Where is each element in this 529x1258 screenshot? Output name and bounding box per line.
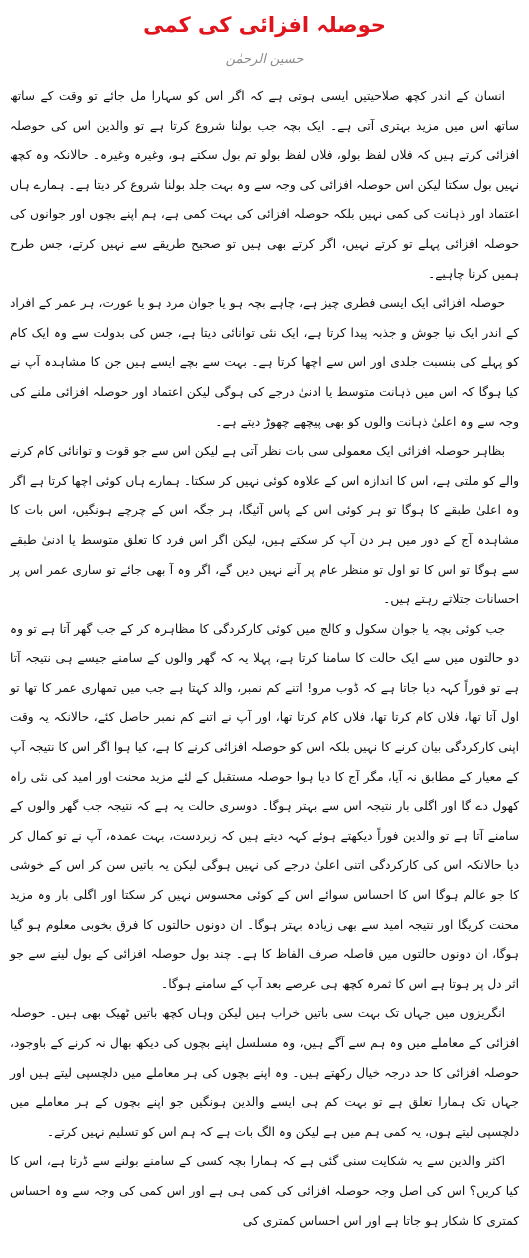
paragraph-6: اکثر والدین سے یہ شکایت سنی گئی ہے کہ ہمارا بچہ کسی کے سامنے بولنے سے ڈرتا ہے، اس کا کیا کریں؟ اس کی اصل وجہ حوصلہ افزائی کی کمی ہی ہے اور اس کمی کی وجہ سے وہ احساس کمتری کا شکار ہو جاتا ہے اور اس احساس کمتری کی (10, 1154, 519, 1228)
paragraph-4: جب کوئی بچہ یا جوان سکول و کالج میں کوئی کارکردگی کا مظاہرہ کر کے جب گھر آتا ہے تو وہ دو حالتوں میں سے ایک حالت کا سامنا کرتا ہے، پہلا یہ کہ گھر والوں کے سامنے جیسے ہی نتیجہ آتا ہے تو فوراً کہہ دیا جاتا ہے کہ ڈوب مرو! اتنے کم نمبر، والد کہتا ہے جب میں تمھاری عمر کا تھا تو اول آتا تھا، فلاں کام کرتا تھا، فلاں کام کرتا تھا، اور آپ نے اتنے کم نمبر حاصل کئے، حالانکہ یہ وقت اپنی کارکردگی بیان کرنے کا نہیں بلکہ اس کو حوصلہ افزائی کرنے کا ہے، کیا ہوا اگر اس کا نتیجہ آپ کے معیار کے مطابق نہ آیا، مگر آج کا دیا ہوا حوصلہ مستقبل کے لئے مزید محنت اور امید کی نئی راہ کھول دے گا اور اگلی بار نتیجہ اس سے بہتر ہوگا۔ دوسری حالت یہ ہے کہ نتیجہ جب گھر والوں کے سامنے آتا ہے تو والدین فوراً دیکھتے ہوئے کہہ دیتے ہیں کہ زبردست، بہت عمدہ، آپ نے تو کمال کر دیا حالانکہ اس کی کارکردگی اتنی اعلیٰ درجے کی نہیں ہوگی لیکن یہ باتیں سن کر اس کے خوشی کا جو عالم ہوگا اس کا احساس سوائے اس کے کوئی محسوس نہیں کر سکتا اور اگلی بار وہ مزید محنت کریگا اور نتیجہ امید سے بھی زیادہ بہتر ہوگا۔ ان دونوں حالتوں کا فرق بخوبی معلوم ہو گیا ہوگا، ان دونوں حالتوں میں فاصلہ صرف الفاظ کا ہے۔ چند بول حوصلہ افزائی کے بول لینے سے جو اثر دل پر ہوتا ہے اس کا ثمرہ کچھ ہی عرصے بعد آپ کے سامنے ہوگا۔ (10, 621, 519, 991)
paragraph-2: حوصلہ افزائی ایک ایسی فطری چیز ہے، چاہے بچہ ہو یا جوان مرد ہو یا عورت، ہر عمر کے افراد کے اندر ایک نیا جوش و جذبہ پیدا کرتا ہے، ایک نئی توانائی دیتا ہے، جس کی بدولت سے وہ ایک کام کو پہلے کی بنسبت جلدی اور اس سے اچھا کرتا ہے۔ بہت سے بچے ایسے ہیں جن کا مشاہدہ آپ نے کیا ہوگا کہ اس میں ذہانت متوسط یا ادنیٰ درجے کی ہوگی لیکن اعتماد اور حوصلہ افزائی ملنے کی وجہ سے وہ اعلیٰ ذہانت والوں کو بھی پیچھے چھوڑ دیتے ہے۔ (10, 296, 519, 429)
article-title: حوصلہ افزائی کی کمی (143, 13, 386, 37)
paragraph-5: انگریزوں میں جہاں تک بہت سی باتیں خراب ہیں لیکن وہاں کچھ باتیں ٹھیک بھی ہیں۔ حوصلہ افزائی کے معاملے میں وہ ہم سے آگے ہیں، وہ مسلسل اپنے بچوں کی دیکھ بھال نہ کرنے کے باوجود، حوصلہ افزائی کا حد درجہ خیال رکھتے ہیں۔ وہ اپنے بچوں کی ہر معاملے میں دلچسپی لیتے ہیں اور جہاں تک ہمارا تعلق ہے تو بہت کم ہی ایسے والدین ہونگیں جو اپنے بچوں کے ہر معاملے میں دلچسپی لیتے ہوں، یہ کمی ہم میں ہے لیکن وہ الگ بات ہے کہ ہم اس کو تسلیم نہیں کرتے۔ (10, 1006, 519, 1139)
article-author: حسین الرحمٰن (225, 52, 304, 67)
paragraph-3: بظاہر حوصلہ افزائی ایک معمولی سی بات نظر آتی ہے لیکن اس سے جو قوت و توانائی کام کرنے والے کو ملتی ہے، اس کا اندازہ اس کے علاوہ کوئی نہیں کر سکتا۔ ہمارے ہاں کوئی اچھا کرتا ہے اگر وہ اعلیٰ طبقے کا ہوگا تو ہر کوئی اس کے پاس آئیگا، ہر جگہ اس کے چرچے ہونگیں، اس بات کا مشاہدہ آج کے دور میں ہر دن آپ کر سکتے ہیں، لیکن اگر اس فرد کا تعلق متوسط یا ادنیٰ طبقے سے ہوگا تو اس کا تو اول تو منظر عام پر آنے نہیں دیں گے، اگر وہ آ بھی جائے تو ساری عمر اس پر احسانات جتلاتے رہتے ہیں۔ (10, 444, 519, 607)
article-body (10, 82, 519, 1236)
paragraph-1: انسان کے اندر کچھ صلاحیتیں ایسی ہوتی ہے کہ اگر اس کو سہارا مل جائے تو وقت کے ساتھ ساتھ اس میں مزید بہتری آتی ہے۔ ایک بچہ جب بولنا شروع کرتا ہے تو والدین اس کی حوصلہ افزائی کرتے ہیں کہ فلاں لفظ بولو، فلاں لفظ بولو تم بول سکتے ہو، وغیرہ وغیرہ۔ حالانکہ وہ کچھ نہیں بول سکتا لیکن اس حوصلہ افزائی کی وجہ سے وہ بہت جلد بولنا شروع کر دیتا ہے۔ ہمارے ہاں اعتماد اور ذہانت کی کمی نہیں بلکہ حوصلہ افزائی کی بہت کمی ہے، ہم اپنے بچوں اور جوانوں کی حوصلہ افزائی پہلے تو کرتے نہیں، اگر کرتے بھی ہیں تو صحیح طریقے سے نہیں کرتے، جس طرح ہمیں کرنا چاہیے۔ (9, 89, 519, 281)
